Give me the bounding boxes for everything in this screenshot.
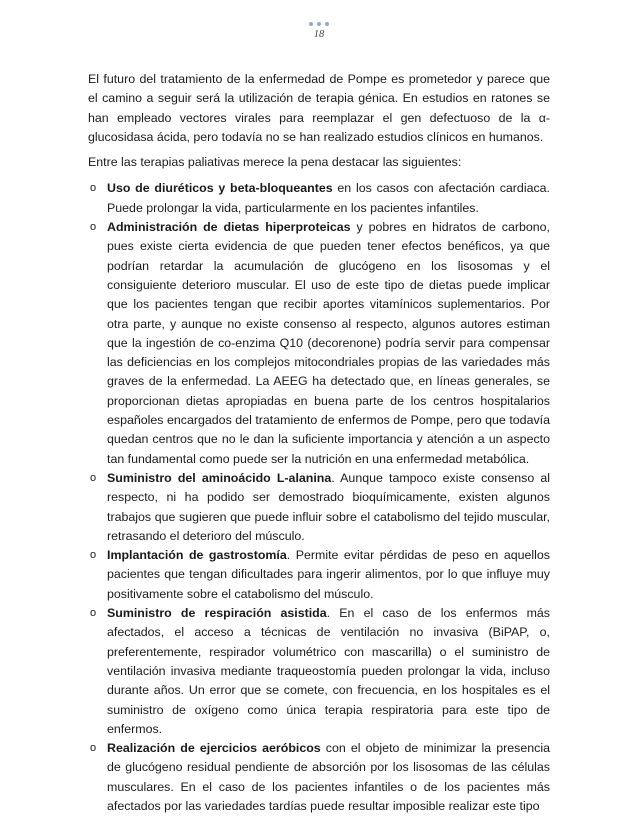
bullet-marker: o bbox=[90, 607, 97, 620]
therapy-term: Administración de dietas hiperproteicas bbox=[107, 220, 351, 235]
page-header bbox=[0, 22, 638, 40]
bullet-marker: o bbox=[90, 549, 97, 562]
bullet-marker: o bbox=[90, 471, 97, 484]
list-item bbox=[88, 179, 550, 218]
therapy-term: Suministro de respiración asistida bbox=[107, 606, 327, 621]
lead-in-paragraph: Entre las terapias paliativas merece la pena destacar las siguientes: bbox=[88, 155, 462, 170]
bullet-marker: o bbox=[90, 742, 97, 755]
therapy-description: . Aunque tampoco existe consenso al respecto, ni ha podido ser demostrado bioquímicamente, existen algunos trabajos que sugieren que puede influir sobre el catabolismo del tejido muscular, retrasando el deterioro del músculo. bbox=[107, 470, 550, 543]
therapy-description: . En el caso de los enfermos más afectados, el acceso a técnicas de ventilación no invasiva (BiPAP, o, preferentemente, respirador volumétrico con mascarilla) o el suministro de ventilación invasiva mediante traqueostomía pueden prolongar la vida, incluso durante años. Un error que se comete, con frecuencia, en los hospitales es el suministro de oxígeno como única terapia respiratoria para este tipo de enfermos. bbox=[107, 606, 550, 736]
therapy-description: con el objeto de minimizar la presencia de glucógeno residual pendiente de absorción por los lisosomas de las células musculares. En el caso de los pacientes infantiles o de los pacientes más afectados por las variedades tardías puede resultar imposible realizar este tipo bbox=[107, 741, 551, 813]
ornament-dot bbox=[317, 22, 321, 26]
header-dots-ornament bbox=[0, 22, 638, 28]
ornament-dot bbox=[325, 22, 329, 26]
list-item bbox=[88, 218, 550, 469]
therapy-term: Suministro del aminoácido L-alanina bbox=[107, 470, 332, 485]
intro-paragraph: El futuro del tratamiento de la enfermedad de Pompe es prometedor y parece que el camino a seguir será la utilización de terapia génica. En estudios en ratones se han empleado vectores virales para reemplazar el gen defectuoso de la α-glucosidasa ácida, pero todavía no se han realizado estudios clínicos en humanos. bbox=[88, 72, 550, 144]
document-body bbox=[88, 70, 550, 816]
list-item bbox=[88, 469, 550, 546]
therapy-description: . Permite evitar pérdidas de peso en aquellos pacientes que tengan dificultades para ingerir alimentos, por lo que influye muy positivamente sobre el catabolismo del músculo. bbox=[107, 548, 550, 601]
ornament-dot bbox=[309, 22, 313, 26]
therapy-term: Realización de ejercicios aeróbicos bbox=[107, 741, 321, 756]
therapy-list bbox=[88, 179, 550, 816]
therapy-term: Uso de diuréticos y beta-bloqueantes bbox=[107, 181, 333, 196]
list-item bbox=[88, 604, 550, 739]
list-item bbox=[88, 546, 550, 604]
bullet-marker: o bbox=[90, 221, 97, 234]
bullet-marker: o bbox=[90, 182, 97, 195]
list-item bbox=[88, 739, 550, 816]
therapy-term: Implantación de gastrostomía bbox=[107, 548, 287, 563]
therapy-description: en los casos con afectación cardiaca. Puede prolongar la vida, particularmente en los pacientes infantiles. bbox=[107, 181, 550, 215]
therapy-description: y pobres en hidratos de carbono, pues existe cierta evidencia de que pueden tener efectos benéficos, ya que podrían retardar la acumulación de glucógeno en los lisosomas y el consiguiente deterioro muscular. El uso de este tipo de dietas puede implicar que los pacientes tengan que recibir aportes vitamínicos suplementarios. Por otra parte, y aunque no existe consenso al respecto, algunos autores estiman que la ingestión de co-enzima Q10 (decorenone) podría servir para compensar las deficiencias en los complejos mitocondriales propias de las variedades más graves de la enfermedad. La AEEG ha detectado que, en líneas generales, se proporcionan dietas apropiadas en buena parte de los centros hospitalarios españoles encargados del tratamiento de enfermos de Pompe, pero que todavía quedan centros que no le dan la suficiente importancia y atención a un aspecto tan fundamental como puede ser la nutrición en una enfermedad metabólica. bbox=[107, 220, 550, 466]
page-number: 18 bbox=[313, 29, 325, 40]
